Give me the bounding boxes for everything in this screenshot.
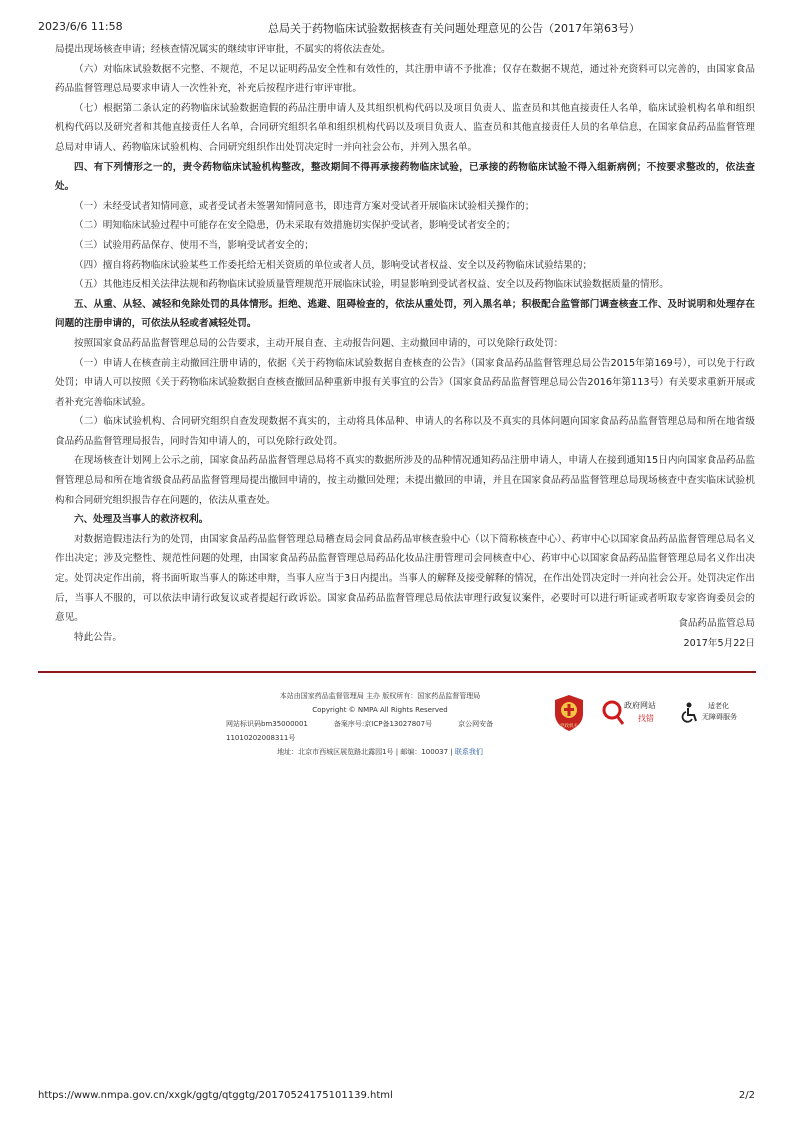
print-url: https://www.nmpa.gov.cn/xxgk/ggtg/qtggtg/20170524175101139.html: [38, 1090, 393, 1101]
footer-address: 地址：北京市西城区展览路北露园1号 | 邮编：100037 |: [277, 748, 453, 756]
print-datetime: 2023/6/6 11:58: [38, 20, 123, 33]
paragraph: （一）申请人在核查前主动撤回注册申请的，依据《关于药物临床试验数据自查核查的公告》（国家食品药品监督管理总局公告2015年第169号），可以免于行政处罚；申请人可以按照《关于药物临床试验数据自查核查撤回品种重新申报有关事宜的公告》（国家食品药品监督管理总局公告2016年第113号）有关要求重新开展或者补充完善临床试验。: [55, 357, 755, 408]
paragraph: （五）其他违反相关法律法规和药物临床试验质量管理规范开展临床试验，明显影响到受试者权益、安全以及药物临床试验数据质量的情形。: [74, 279, 669, 291]
footer-icp[interactable]: 备案序号:京ICP备13027807号: [333, 720, 433, 728]
paragraph: 六、处理及当事人的救济权利。: [74, 514, 209, 526]
paragraph: （三）试验用药品保存、使用不当，影响受试者安全的；: [74, 239, 314, 251]
contact-us-link[interactable]: 联系我们: [454, 748, 483, 756]
paragraph: 对数据造假违法行为的处罚，由国家食品药品监督管理总局稽查局会同食品药品审核查验中心（以下简称核查中心）、药审中心以国家食品药品监督管理总局名义作出决定；涉及完整性、规范性问题的处理，由国家食品药品监督管理总局药品化妆品注册管理司会同核查中心、药审中心以国家食品药品监督管理总局名义作出决定。处罚决定作出前，将书面听取当事人的陈述申辩，当事人应当于3日内提出。当事人的解释及接受解释的情况，在作出处罚决定时一并向社会公开。处罚决定作出后，当事人不服的，可以依法申请行政复议或者提起行政诉讼。国家食品药品监督管理总局依法审理行政复议案件，必要时可以进行听证或者听取专家咨询委员会的意见。: [55, 533, 755, 624]
elderly-friendly-label: 适老化: [708, 702, 729, 710]
party-government-badge[interactable]: [553, 694, 585, 732]
paragraph: 局提出现场核查申请；经核查情况属实的继续审评审批，不属实的将依法查处。: [55, 44, 391, 55]
paragraph: （一）未经受试者知情同意，或者受试者未签署知情同意书，即违背方案对受试者开展临床试验相关操作的；: [74, 200, 535, 212]
wheelchair-icon: [680, 702, 700, 724]
footer-site-id: 网站标识码bm35000001: [226, 720, 308, 728]
footer-registration: [220, 717, 540, 745]
print-page-title: 总局关于药物临床试验数据核查有关问题处理意见的公告（2017年第63号）: [268, 22, 640, 35]
signature-date: 2017年5月22日: [683, 638, 755, 649]
footer-sponsor: 本站由国家药品监督管理局 主办 版权所有：国家药品监督管理局: [279, 692, 481, 700]
site-footer: [220, 689, 540, 759]
article-body: [55, 40, 755, 647]
footer-address-row: [220, 745, 540, 759]
footer-copyright: Copyright © NMPA All Rights Reserved: [312, 706, 448, 714]
footer-divider: [38, 671, 756, 673]
paragraph: 在现场核查计划网上公示之前，国家食品药品监督管理总局将不真实的数据所涉及的品种情况通知药品注册申请人，申请人在接到通知15日内向国家食品药品监督管理总局和所在地省级食品药品监督管理局提出撤回申请的，按主动撤回处理；未提出撤回的申请，并且在国家食品药品监督管理总局现场核查中查实临床试验机构和合同研究组织报告存在问题的，依法从重查处。: [55, 455, 755, 506]
paragraph: 特此公告。: [74, 631, 122, 643]
magnifier-icon: [602, 700, 624, 726]
signature-org: 食品药品监管总局: [678, 618, 755, 629]
paragraph: （二）临床试验机构、合同研究组织自查发现数据不真实的，主动将具体品种、申请人的名称以及不真实的具体问题向国家食品药品监督管理总局和所在地省级食品药品监督管理局报告，同时告知申请人的，可以免除行政处罚。: [55, 416, 755, 447]
find-error-label: 找错: [638, 714, 654, 723]
gov-site-find-error[interactable]: [602, 698, 672, 728]
paragraph: （六）对临床试验数据不完整、不规范，不足以证明药品安全性和有效性的，其注册申请不予批准；仅存在数据不规范，通过补充资料可以完善的，由国家食品药品监督管理总局要求申请人一次性补充，补充后按程序进行审评审批。: [55, 63, 755, 95]
print-page-number: 2/2: [738, 1090, 755, 1101]
badge-label: 党政机关: [560, 724, 578, 729]
footer-police[interactable]: 京公网安备11010202008311号: [226, 720, 494, 742]
badge-icon: [553, 694, 585, 732]
paragraph: （二）明知临床试验过程中可能存在安全隐患，仍未采取有效措施切实保护受试者，影响受试者安全的；: [74, 220, 516, 232]
accessibility-label: 无障碍服务: [702, 713, 737, 721]
paragraph: 五、从重、从轻、减轻和免除处罚的具体情形。拒绝、逃避、阻碍检查的，依法从重处罚，列入黑名单；积极配合监管部门调查核查工作、及时说明和处理存在问题的注册申请的，可依法从轻或者减轻处罚。: [55, 298, 755, 330]
signature-block: [678, 614, 755, 654]
paragraph: （四）擅自将药物临床试验某些工作委托给无相关资质的单位或者人员，影响受试者权益、安全以及药物临床试验结果的；: [74, 259, 593, 271]
paragraph: （七）根据第二条认定的药物临床试验数据造假的药品注册申请人及其组织机构代码以及项目负责人、监查员和其他直接责任人名单，临床试验机构名单和组织机构代码以及研究者和其他直接责任人名单，合同研究组织名单和组织机构代码以及项目负责人、监查员和其他直接责任人员的名单信息，在国家食品药品监督管理总局对申请人、药物临床试验机构、合同研究组织作出处罚决定时一并向社会公布，并列入黑名单。: [55, 102, 755, 153]
paragraph: 四、有下列情形之一的，责令药物临床试验机构整改，整改期间不得再承接药物临床试验，已承接的药物临床试验不得入组新病例；不按要求整改的，依法查处。: [55, 161, 755, 193]
gov-site-label: 政府网站: [624, 701, 656, 710]
accessibility-service[interactable]: [680, 700, 750, 728]
paragraph: 按照国家食品药品监督管理总局的公告要求，主动开展自查、主动报告问题、主动撤回申请的，可以免除行政处罚：: [74, 337, 564, 349]
